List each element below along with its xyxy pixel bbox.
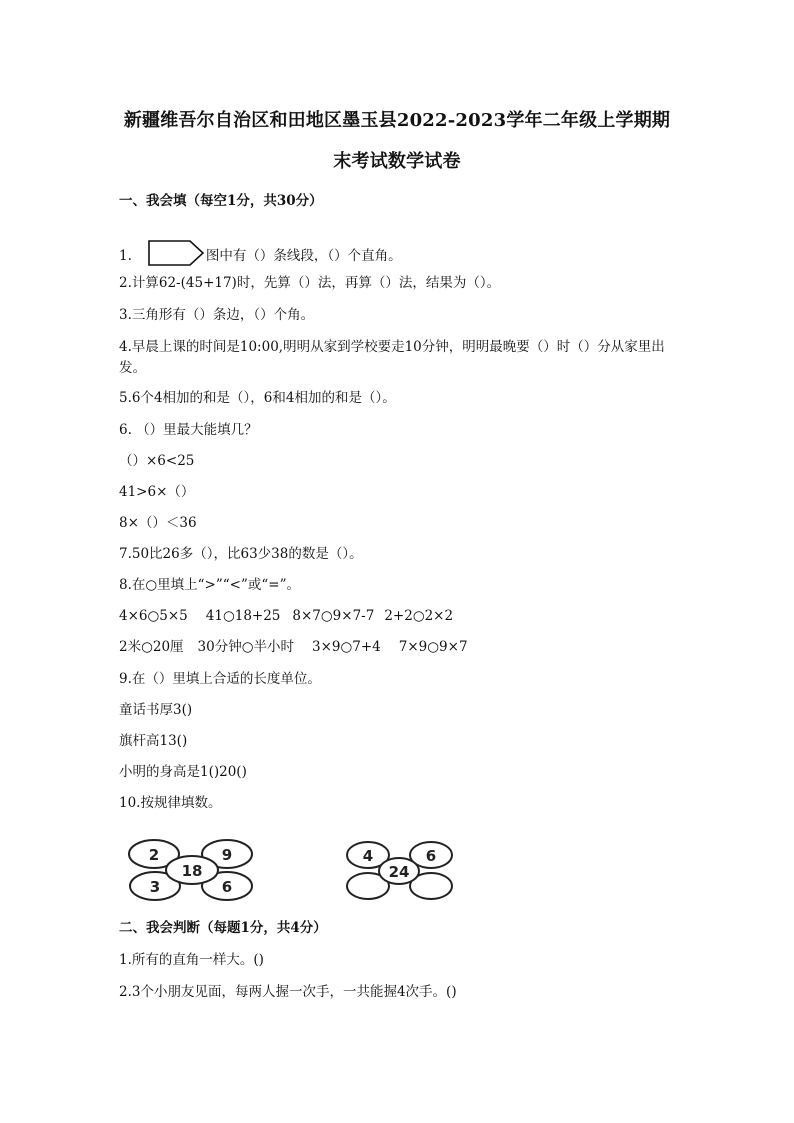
question-1-number: 1.: [119, 248, 132, 264]
circle-value: 2: [148, 846, 160, 864]
circle-value: 6: [425, 847, 437, 865]
question-1: [119, 240, 689, 266]
pattern-figure-1: [120, 836, 270, 902]
compare-item: 7×9○9×7: [398, 639, 468, 655]
question-9-b: 旗杆高13(): [119, 733, 188, 749]
compare-item: 8×7○9×7-7: [292, 608, 375, 624]
question-3: 3.三角形有（）条边，（）个角。: [119, 307, 315, 323]
question-1-text: 图中有（）条线段，（）个直角。: [205, 248, 402, 264]
circle-value: 4: [362, 847, 374, 865]
question-7: 7.50比26多（），比63少38的数是（）。: [119, 546, 363, 562]
question-6-b: 41>6×（）: [119, 484, 195, 500]
question-6-a: （）×6<25: [119, 453, 195, 469]
question-6: 6. （）里最大能填几？: [119, 422, 258, 438]
question-8: 8.在○里填上“>”“<”或“=”。: [119, 577, 301, 593]
judge-question-2: 2.3个小朋友见面，每两人握一次手，一共能握4次手。(): [119, 984, 457, 1000]
circle-value: 3: [149, 878, 161, 896]
question-5: 5.6个4相加的和是（），6和4相加的和是（）。: [119, 390, 396, 406]
compare-item: 3×9○7+4: [312, 639, 381, 655]
circle-value: 18: [181, 862, 203, 880]
judge-question-1: 1.所有的直角一样大。(): [119, 952, 264, 968]
page-title-line2: 末考试数学试卷: [333, 151, 461, 172]
circle-value: 9: [221, 846, 233, 864]
question-4: 4.早晨上课的时间是10:00,明明从家到学校要走10分钟，明明最晚要（）时（）分从家里出发。: [119, 339, 665, 376]
question-9-c: 小明的身高是1()20(): [119, 764, 247, 780]
page-title-line1: 新疆维吾尔自治区和田地区墨玉县2022-2023学年二年级上学期期: [123, 110, 671, 131]
section-heading-judge: 二、我会判断（每题1分，共4分）: [119, 920, 327, 936]
compare-item: 2+2○2×2: [384, 608, 454, 624]
circle-value: 24: [388, 863, 410, 881]
compare-item: 4×6○5×5: [119, 608, 188, 624]
question-2: 2.计算62-(45+17)时，先算（）法，再算（）法，结果为（）。: [119, 275, 501, 291]
pentagon-shape-icon: [148, 240, 204, 266]
question-6-c: 8×（）＜36: [119, 515, 197, 531]
compare-item: 30分钟○半小时: [197, 639, 295, 655]
compare-item: 2米○20厘: [119, 639, 184, 655]
question-10: 10.按规律填数。: [119, 795, 222, 811]
circle-value: 6: [221, 878, 233, 896]
question-8-row-2: [119, 638, 689, 657]
pattern-figure-2: [342, 836, 460, 902]
question-9-a: 童话书厚3(): [119, 702, 193, 718]
question-8-row-1: [119, 607, 689, 626]
compare-item: 41○18+25: [205, 608, 281, 624]
section-heading-fill: 一、我会填（每空1分，共30分）: [119, 193, 323, 209]
question-9: 9.在（）里填上合适的长度单位。: [119, 671, 321, 687]
